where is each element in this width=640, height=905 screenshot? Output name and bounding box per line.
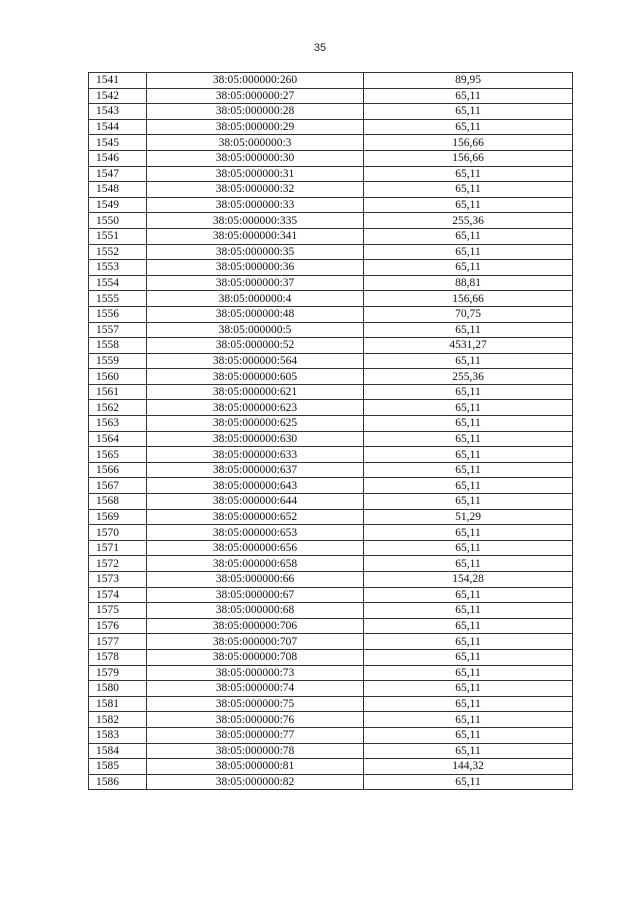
table-row <box>89 73 573 89</box>
cadastral-number-cell: 38:05:000000:633 <box>147 447 364 463</box>
cadastral-number-cell: 38:05:000000:28 <box>147 104 364 120</box>
value-cell: 65,11 <box>364 104 573 120</box>
value-cell: 65,11 <box>364 166 573 182</box>
table-row <box>89 135 573 151</box>
row-number-cell: 1577 <box>89 634 147 650</box>
cadastral-number-cell: 38:05:000000:48 <box>147 306 364 322</box>
value-cell: 65,11 <box>364 540 573 556</box>
value-cell: 255,36 <box>364 369 573 385</box>
row-number-cell: 1584 <box>89 743 147 759</box>
row-number-cell: 1542 <box>89 88 147 104</box>
table-row <box>89 166 573 182</box>
value-cell: 65,11 <box>364 260 573 276</box>
row-number-cell: 1568 <box>89 494 147 510</box>
value-cell: 65,11 <box>364 197 573 213</box>
value-cell: 65,11 <box>364 447 573 463</box>
cadastral-number-cell: 38:05:000000:31 <box>147 166 364 182</box>
cadastral-number-cell: 38:05:000000:564 <box>147 353 364 369</box>
cadastral-number-cell: 38:05:000000:68 <box>147 603 364 619</box>
table-row <box>89 104 573 120</box>
table-row <box>89 213 573 229</box>
cadastral-number-cell: 38:05:000000:653 <box>147 525 364 541</box>
value-cell: 65,11 <box>364 774 573 790</box>
value-cell: 65,11 <box>364 384 573 400</box>
table-row <box>89 696 573 712</box>
table-row <box>89 275 573 291</box>
row-number-cell: 1561 <box>89 384 147 400</box>
row-number-cell: 1552 <box>89 244 147 260</box>
value-cell: 156,66 <box>364 135 573 151</box>
row-number-cell: 1581 <box>89 696 147 712</box>
value-cell: 65,11 <box>364 743 573 759</box>
value-cell: 51,29 <box>364 509 573 525</box>
table-row <box>89 727 573 743</box>
cadastral-number-cell: 38:05:000000:78 <box>147 743 364 759</box>
value-cell: 65,11 <box>364 322 573 338</box>
row-number-cell: 1571 <box>89 540 147 556</box>
cadastral-number-cell: 38:05:000000:35 <box>147 244 364 260</box>
cadastral-number-cell: 38:05:000000:77 <box>147 727 364 743</box>
cadastral-number-cell: 38:05:000000:605 <box>147 369 364 385</box>
value-cell: 65,11 <box>364 400 573 416</box>
value-cell: 154,28 <box>364 572 573 588</box>
row-number-cell: 1574 <box>89 587 147 603</box>
cadastral-number-cell: 38:05:000000:5 <box>147 322 364 338</box>
row-number-cell: 1579 <box>89 665 147 681</box>
table-row <box>89 540 573 556</box>
row-number-cell: 1567 <box>89 478 147 494</box>
table-row <box>89 182 573 198</box>
cadastral-number-cell: 38:05:000000:76 <box>147 712 364 728</box>
value-cell: 144,32 <box>364 759 573 775</box>
value-cell: 156,66 <box>364 150 573 166</box>
cadastral-number-cell: 38:05:000000:66 <box>147 572 364 588</box>
value-cell: 65,11 <box>364 416 573 432</box>
value-cell: 65,11 <box>364 478 573 494</box>
table-row <box>89 400 573 416</box>
value-cell: 65,11 <box>364 182 573 198</box>
table-row <box>89 759 573 775</box>
cadastral-number-cell: 38:05:000000:707 <box>147 634 364 650</box>
row-number-cell: 1555 <box>89 291 147 307</box>
value-cell: 65,11 <box>364 603 573 619</box>
cadastral-number-cell: 38:05:000000:621 <box>147 384 364 400</box>
table-row <box>89 681 573 697</box>
row-number-cell: 1578 <box>89 649 147 665</box>
value-cell: 156,66 <box>364 291 573 307</box>
cadastral-number-cell: 38:05:000000:32 <box>147 182 364 198</box>
value-cell: 70,75 <box>364 306 573 322</box>
cadastral-number-cell: 38:05:000000:630 <box>147 431 364 447</box>
table-row <box>89 618 573 634</box>
table-row <box>89 572 573 588</box>
row-number-cell: 1576 <box>89 618 147 634</box>
cadastral-table <box>88 72 573 790</box>
row-number-cell: 1569 <box>89 509 147 525</box>
value-cell: 65,11 <box>364 649 573 665</box>
row-number-cell: 1544 <box>89 119 147 135</box>
cadastral-number-cell: 38:05:000000:29 <box>147 119 364 135</box>
cadastral-number-cell: 38:05:000000:335 <box>147 213 364 229</box>
cadastral-number-cell: 38:05:000000:27 <box>147 88 364 104</box>
value-cell: 65,11 <box>364 228 573 244</box>
row-number-cell: 1547 <box>89 166 147 182</box>
table-row <box>89 634 573 650</box>
row-number-cell: 1550 <box>89 213 147 229</box>
row-number-cell: 1563 <box>89 416 147 432</box>
table-row <box>89 447 573 463</box>
table-row <box>89 150 573 166</box>
cadastral-number-cell: 38:05:000000:67 <box>147 587 364 603</box>
value-cell: 65,11 <box>364 494 573 510</box>
value-cell: 88,81 <box>364 275 573 291</box>
table-row <box>89 478 573 494</box>
value-cell: 255,36 <box>364 213 573 229</box>
cadastral-table-body <box>89 73 573 790</box>
row-number-cell: 1545 <box>89 135 147 151</box>
row-number-cell: 1543 <box>89 104 147 120</box>
table-row <box>89 369 573 385</box>
table-row <box>89 494 573 510</box>
cadastral-number-cell: 38:05:000000:341 <box>147 228 364 244</box>
table-row <box>89 649 573 665</box>
row-number-cell: 1556 <box>89 306 147 322</box>
cadastral-number-cell: 38:05:000000:658 <box>147 556 364 572</box>
row-number-cell: 1554 <box>89 275 147 291</box>
table-row <box>89 291 573 307</box>
cadastral-number-cell: 38:05:000000:33 <box>147 197 364 213</box>
table-row <box>89 509 573 525</box>
row-number-cell: 1575 <box>89 603 147 619</box>
row-number-cell: 1572 <box>89 556 147 572</box>
table-row <box>89 353 573 369</box>
row-number-cell: 1541 <box>89 73 147 89</box>
cadastral-number-cell: 38:05:000000:656 <box>147 540 364 556</box>
cadastral-number-cell: 38:05:000000:708 <box>147 649 364 665</box>
cadastral-number-cell: 38:05:000000:81 <box>147 759 364 775</box>
row-number-cell: 1559 <box>89 353 147 369</box>
table-row <box>89 431 573 447</box>
table-row <box>89 260 573 276</box>
value-cell: 65,11 <box>364 88 573 104</box>
value-cell: 65,11 <box>364 587 573 603</box>
cadastral-number-cell: 38:05:000000:36 <box>147 260 364 276</box>
table-row <box>89 338 573 354</box>
table-row <box>89 416 573 432</box>
table-row <box>89 665 573 681</box>
cadastral-number-cell: 38:05:000000:74 <box>147 681 364 697</box>
table-row <box>89 603 573 619</box>
row-number-cell: 1566 <box>89 462 147 478</box>
row-number-cell: 1582 <box>89 712 147 728</box>
cadastral-number-cell: 38:05:000000:52 <box>147 338 364 354</box>
value-cell: 65,11 <box>364 119 573 135</box>
table-row <box>89 384 573 400</box>
table-row <box>89 228 573 244</box>
cadastral-number-cell: 38:05:000000:82 <box>147 774 364 790</box>
table-row <box>89 322 573 338</box>
value-cell: 65,11 <box>364 244 573 260</box>
cadastral-number-cell: 38:05:000000:643 <box>147 478 364 494</box>
value-cell: 65,11 <box>364 727 573 743</box>
table-row <box>89 244 573 260</box>
cadastral-number-cell: 38:05:000000:4 <box>147 291 364 307</box>
value-cell: 89,95 <box>364 73 573 89</box>
cadastral-number-cell: 38:05:000000:260 <box>147 73 364 89</box>
cadastral-number-cell: 38:05:000000:73 <box>147 665 364 681</box>
value-cell: 65,11 <box>364 353 573 369</box>
cadastral-number-cell: 38:05:000000:625 <box>147 416 364 432</box>
cadastral-number-cell: 38:05:000000:623 <box>147 400 364 416</box>
table-row <box>89 306 573 322</box>
row-number-cell: 1580 <box>89 681 147 697</box>
row-number-cell: 1585 <box>89 759 147 775</box>
row-number-cell: 1565 <box>89 447 147 463</box>
value-cell: 65,11 <box>364 556 573 572</box>
value-cell: 65,11 <box>364 462 573 478</box>
row-number-cell: 1553 <box>89 260 147 276</box>
row-number-cell: 1586 <box>89 774 147 790</box>
row-number-cell: 1548 <box>89 182 147 198</box>
cadastral-number-cell: 38:05:000000:644 <box>147 494 364 510</box>
value-cell: 65,11 <box>364 665 573 681</box>
value-cell: 65,11 <box>364 525 573 541</box>
table-row <box>89 119 573 135</box>
table-row <box>89 462 573 478</box>
value-cell: 65,11 <box>364 618 573 634</box>
value-cell: 65,11 <box>364 712 573 728</box>
row-number-cell: 1583 <box>89 727 147 743</box>
table-row <box>89 743 573 759</box>
value-cell: 65,11 <box>364 696 573 712</box>
table-row <box>89 88 573 104</box>
value-cell: 65,11 <box>364 681 573 697</box>
value-cell: 4531,27 <box>364 338 573 354</box>
table-row <box>89 525 573 541</box>
row-number-cell: 1570 <box>89 525 147 541</box>
row-number-cell: 1549 <box>89 197 147 213</box>
cadastral-number-cell: 38:05:000000:637 <box>147 462 364 478</box>
table-row <box>89 197 573 213</box>
row-number-cell: 1562 <box>89 400 147 416</box>
table-row <box>89 587 573 603</box>
row-number-cell: 1551 <box>89 228 147 244</box>
cadastral-number-cell: 38:05:000000:706 <box>147 618 364 634</box>
cadastral-number-cell: 38:05:000000:37 <box>147 275 364 291</box>
row-number-cell: 1558 <box>89 338 147 354</box>
cadastral-number-cell: 38:05:000000:75 <box>147 696 364 712</box>
cadastral-number-cell: 38:05:000000:30 <box>147 150 364 166</box>
cadastral-number-cell: 38:05:000000:652 <box>147 509 364 525</box>
row-number-cell: 1564 <box>89 431 147 447</box>
table-row <box>89 712 573 728</box>
row-number-cell: 1557 <box>89 322 147 338</box>
value-cell: 65,11 <box>364 634 573 650</box>
cadastral-number-cell: 38:05:000000:3 <box>147 135 364 151</box>
page-number: 35 <box>313 42 327 54</box>
row-number-cell: 1560 <box>89 369 147 385</box>
row-number-cell: 1546 <box>89 150 147 166</box>
table-row <box>89 774 573 790</box>
table-row <box>89 556 573 572</box>
value-cell: 65,11 <box>364 431 573 447</box>
row-number-cell: 1573 <box>89 572 147 588</box>
